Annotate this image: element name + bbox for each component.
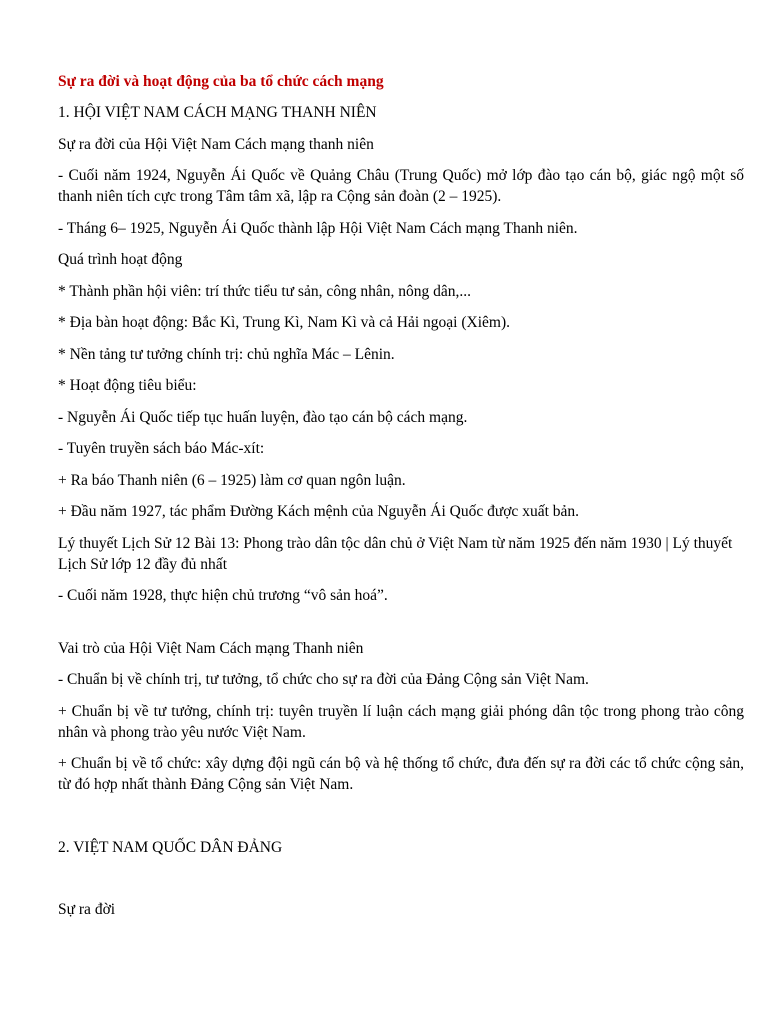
bullet-item: * Hoạt động tiêu biểu: bbox=[58, 377, 197, 394]
paragraph: + Chuẩn bị về tổ chức: xây dựng đội ngũ cán bộ và hệ thống tổ chức, đưa đến sự ra đời các tổ chức cộng sản, từ đó hợp nhất thành Đảng Cộng sản Việt Nam. bbox=[58, 755, 744, 793]
section-heading-2: 2. VIỆT NAM QUỐC DÂN ĐẢNG bbox=[58, 838, 283, 856]
reference-paragraph: Lý thuyết Lịch Sử 12 Bài 13: Phong trào dân tộc dân chủ ở Việt Nam từ năm 1925 đến năm 1930 | Lý thuyết Lịch Sử lớp 12 đầy đủ nhất bbox=[58, 534, 733, 573]
spacer bbox=[58, 868, 744, 899]
bullet-item: * Thành phần hội viên: trí thức tiểu tư sản, công nhân, nông dân,... bbox=[58, 282, 471, 300]
paragraph: - Cuối năm 1924, Nguyễn Ái Quốc về Quảng Châu (Trung Quốc) mở lớp đào tạo cán bộ, giác ngộ một số thanh niên tích cực trong Tâm tâm xã, lập ra Cộng sản đoàn (2 – 1925). bbox=[58, 167, 744, 205]
paragraph: - Tuyên truyền sách báo Mác-xít: bbox=[58, 440, 265, 457]
spacer bbox=[58, 806, 744, 837]
bullet-item: * Nền tảng tư tưởng chính trị: chủ nghĩa Mác – Lênin. bbox=[58, 345, 395, 363]
subheading-origin: Sự ra đời của Hội Việt Nam Cách mạng thanh niên bbox=[58, 135, 374, 153]
spacer bbox=[58, 617, 744, 638]
paragraph: - Chuẩn bị về chính trị, tư tưởng, tổ chức cho sự ra đời của Đảng Cộng sản Việt Nam. bbox=[58, 671, 589, 688]
subheading-activities: Quá trình hoạt động bbox=[58, 251, 183, 268]
bullet-item: * Địa bàn hoạt động: Bắc Kì, Trung Kì, Nam Kì và cả Hải ngoại (Xiêm). bbox=[58, 314, 510, 331]
paragraph: - Tháng 6– 1925, Nguyễn Ái Quốc thành lập Hội Việt Nam Cách mạng Thanh niên. bbox=[58, 219, 578, 237]
document-title: Sự ra đời và hoạt động của ba tổ chức cách mạng bbox=[58, 73, 384, 90]
paragraph: - Nguyễn Ái Quốc tiếp tục huấn luyện, đào tạo cán bộ cách mạng. bbox=[58, 408, 468, 426]
paragraph: - Cuối năm 1928, thực hiện chủ trương “vô sản hoá”. bbox=[58, 587, 388, 604]
subheading-role: Vai trò của Hội Việt Nam Cách mạng Thanh niên bbox=[58, 639, 364, 657]
paragraph: + Chuẩn bị về tư tưởng, chính trị: tuyên truyền lí luận cách mạng giải phóng dân tộc trong phong trào công nhân và phong trào yêu nước Việt Nam. bbox=[58, 702, 744, 741]
paragraph: + Ra báo Thanh niên (6 – 1925) làm cơ quan ngôn luận. bbox=[58, 471, 406, 489]
subheading-origin-2: Sự ra đời bbox=[58, 901, 116, 918]
paragraph: + Đầu năm 1927, tác phẩm Đường Kách mệnh của Nguyễn Ái Quốc được xuất bản. bbox=[58, 503, 580, 520]
section-heading-1: 1. HỘI VIỆT NAM CÁCH MẠNG THANH NIÊN bbox=[58, 104, 377, 121]
